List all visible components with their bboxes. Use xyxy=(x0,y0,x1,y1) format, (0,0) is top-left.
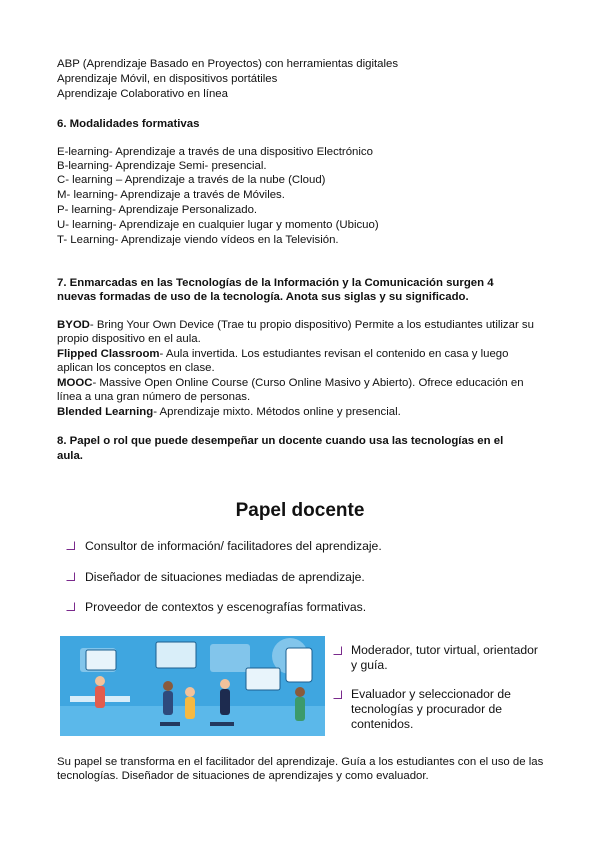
definition: - Bring Your Own Device (Trae tu propio dispositivo) Permite a los estudiantes utilizar su propio dispositivo en el aula. xyxy=(57,319,534,345)
square-bullet-icon xyxy=(66,602,75,611)
bullet-text: Diseñador de situaciones mediadas de aprendizaje. xyxy=(85,570,365,584)
section-8-heading: aula. xyxy=(57,450,83,462)
square-bullet-icon xyxy=(333,690,342,699)
closing-paragraph: Su papel se transforma en el facilitador del aprendizaje. Guía a los estudiantes con el uso de las tecnologías. Diseñador de situaciones de aprendizajes y como evaluador. xyxy=(57,756,544,782)
papel-bullet xyxy=(66,570,365,585)
flipped-entry xyxy=(57,347,547,375)
papel-bullet xyxy=(333,643,543,673)
bullet-text: Evaluador y seleccionador de tecnologías y procurador de contenidos. xyxy=(351,687,511,731)
term: Flipped Classroom xyxy=(57,348,160,360)
bullet-text: Consultor de información/ facilitadores del aprendizaje. xyxy=(85,539,382,553)
modalidad-item: P- learning- Aprendizaje Personalizado. xyxy=(57,204,258,216)
square-bullet-icon xyxy=(333,646,342,655)
term: Blended Learning xyxy=(57,406,154,418)
term: BYOD xyxy=(57,319,90,331)
byod-entry xyxy=(57,318,547,346)
section-6-heading: 6. Modalidades formativas xyxy=(57,118,200,130)
section-8-heading: 8. Papel o rol que puede desempeñar un docente cuando usa las tecnologías en el xyxy=(57,435,504,447)
modalidad-item: C- learning – Aprendizaje a través de la nube (Cloud) xyxy=(57,174,326,186)
mooc-entry xyxy=(57,376,547,404)
modalidad-item: T- Learning- Aprendizaje viendo vídeos en la Televisión. xyxy=(57,234,339,246)
bullet-text: Moderador, tutor virtual, orientador y guía. xyxy=(351,643,538,672)
section-7-heading: 7. Enmarcadas en las Tecnologías de la Información y la Comunicación surgen 4 xyxy=(57,277,494,289)
modalidad-item: M- learning- Aprendizaje a través de Móviles. xyxy=(57,189,285,201)
papel-bullet xyxy=(66,600,366,615)
papel-docente-title: Papel docente xyxy=(235,500,365,521)
modalidad-item: E-learning- Aprendizaje a través de una dispositivo Electrónico xyxy=(57,146,373,158)
definition: - Massive Open Online Course (Curso Online Masivo y Abierto). Ofrece educación en línea a una gran número de personas. xyxy=(57,377,524,403)
square-bullet-icon xyxy=(66,541,75,550)
definition: - Aprendizaje mixto. Métodos online y presencial. xyxy=(153,406,401,418)
digital-classroom-illustration xyxy=(60,636,325,736)
modalidad-item: B-learning- Aprendizaje Semi- presencial. xyxy=(57,160,267,172)
papel-bullet xyxy=(333,687,543,732)
section-7-heading: nuevas formadas de uso de la tecnología. Anota sus siglas y su significado. xyxy=(57,291,469,303)
modalidad-item: U- learning- Aprendizaje en cualquier lugar y momento (Ubicuo) xyxy=(57,219,379,231)
intro-line: ABP (Aprendizaje Basado en Proyectos) con herramientas digitales xyxy=(57,58,399,70)
term: MOOC xyxy=(57,377,93,389)
right-bullet-list xyxy=(333,643,543,746)
intro-line: Aprendizaje Colaborativo en línea xyxy=(57,88,228,100)
definition: - Aula invertida. Los estudiantes revisan el contenido en casa y luego aplican los conceptos en clase. xyxy=(57,348,509,374)
square-bullet-icon xyxy=(66,572,75,581)
bullet-text: Proveedor de contextos y escenografías formativas. xyxy=(85,600,367,614)
intro-line: Aprendizaje Móvil, en dispositivos portátiles xyxy=(57,73,278,85)
papel-bullet xyxy=(66,539,382,554)
blended-entry xyxy=(57,405,547,419)
